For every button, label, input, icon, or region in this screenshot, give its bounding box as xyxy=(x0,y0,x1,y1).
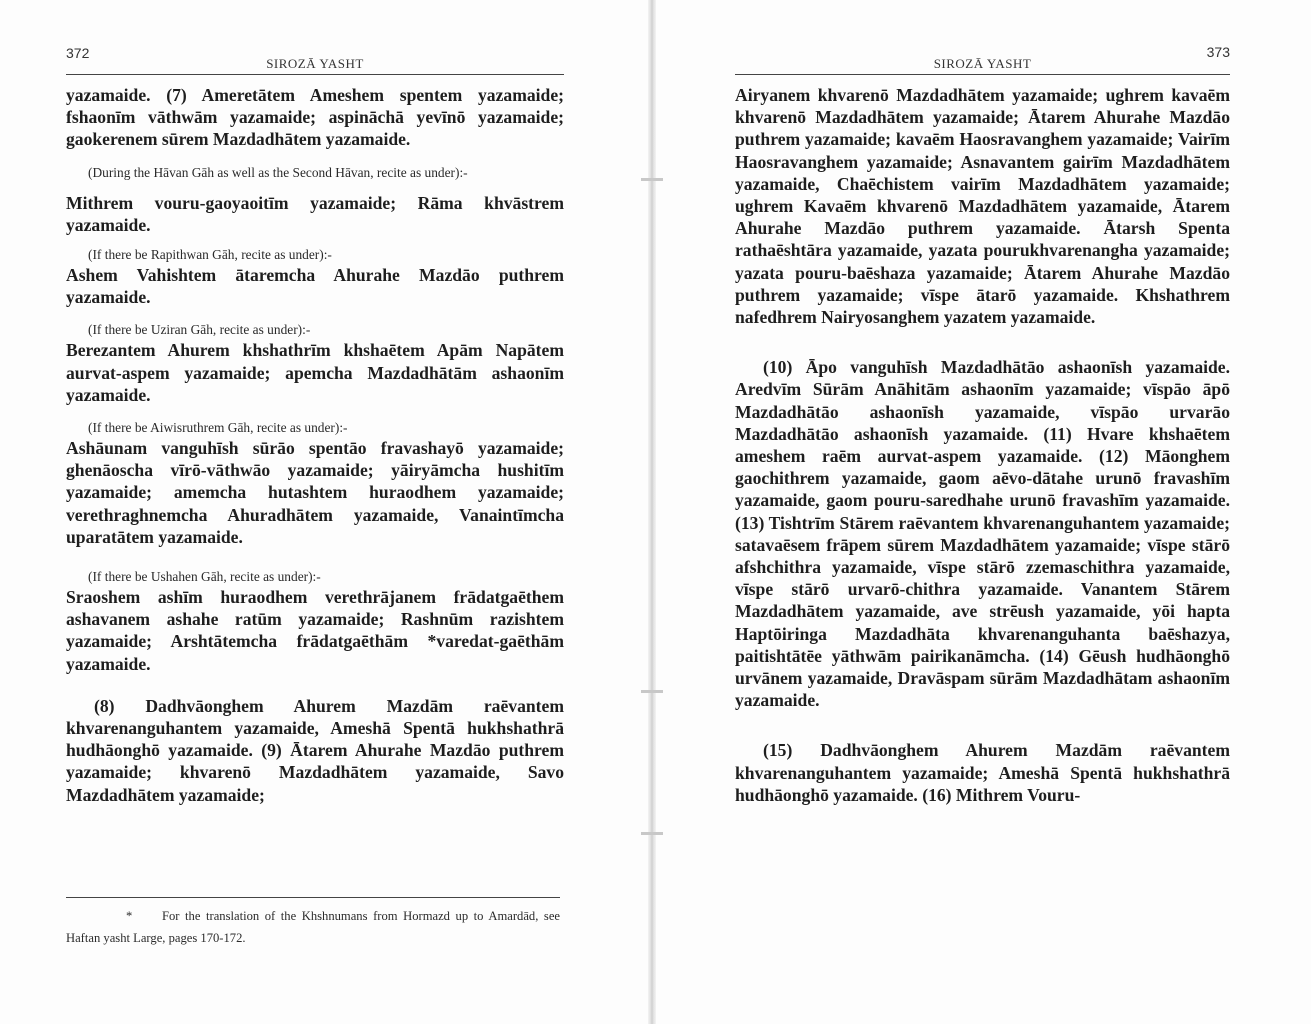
recitation-instruction: (If there be Uziran Gāh, recite as under):- xyxy=(88,322,311,338)
paragraph: Ashāunam vanguhīsh sūrāo spentāo fravashayō yazamaide; ghenāoscha vīrō-vāthwāo yazamaide; yāiryāmcha hushitīm yazamaide; amemcha hutashtem huraodhem yazamaide; verethraghnemcha Ahuradhātem yazamaide, Vanaintīmcha uparatātem yazamaide. xyxy=(66,438,564,547)
page-body xyxy=(735,84,1230,806)
paragraph: Berezantem Ahurem khshathrīm khshaētem Apām Napātem aurvat-aspem yazamaide; apemcha Mazdadhātām ashaonīm yazamaide. xyxy=(66,340,564,405)
header-rule xyxy=(735,74,1230,75)
paragraph: Mithrem vouru-gaoyaoitīm yazamaide; Rāma khvāstrem yazamaide. xyxy=(66,192,564,235)
recitation-instruction: (If there be Rapithwan Gāh, recite as under):- xyxy=(88,247,332,263)
footnote-mark: * xyxy=(126,909,133,923)
left-page xyxy=(66,0,564,1024)
paragraph: (10) Āpo vanguhīsh Mazdadhātāo ashaonīsh yazamaide. Aredvīm Sūrām Anāhitām ashaonīm yazamaide; vīspāo āpō Mazdadhātāo ashaonīsh yazamaide, vīspāo urvarāo Mazdadhātāo ashaonīsh yazamaide. (11) Hvare khshaētem ameshem raēm aurvat-aspem yazamaide. (12) Māonghem gaochithrem yazamaide, gaom aēvo-dātahe urunō fravashīm yazamaide, gaom pouru-saredhahe urunō fravashīm yazamaide. (13) Tishtrīm Stārem raēvantem khvarenanguhantem yazamaide; satavaēsem frāpem sūrem Mazdadhātem yazamaide; vīspe stārō afshchithra yazamaide, vīspe stārō zzemaschithra yazamaide, vīspe stārō urvarō-chithra yazamaide. Vanantem Stārem Mazdadhātem yazamaide, ave strēush yazamaide, yōi hapta Haptōiringa Mazdadhāta khvarenanguhanta baēshazya, paitishtātēe yāthwām pairikanāmcha. (14) Gēush hudhāonghō urvānem yazamaide, Dravāspam sūrām Mazdadhātam ashaonīm yazamaide. xyxy=(735,357,1230,711)
paragraph: (15) Dadhvāonghem Ahurem Mazdām raēvantem khvarenanguhantem yazamaide; Ameshā Spentā hukhshathrā hudhāonghō yazamaide. (16) Mithrem Vouru- xyxy=(735,740,1230,805)
paragraph: yazamaide. (7) Ameretātem Ameshem spentem yazamaide; fshaonīm vāthwām yazamaide; aspināchā yevīnō yazamaide; gaokerenem sūrem Mazdadhātem yazamaide. xyxy=(66,85,564,150)
recitation-instruction: (If there be Ushahen Gāh, recite as under):- xyxy=(88,569,321,585)
paragraph: Sraoshem ashīm huraodhem verethrājanem frādatgaēthem ashavanem ashahe ratūm yazamaide; Rashnūm razishtem yazamaide; Arshtātemcha frādatgaēthām *varedat-gaēthām yazamaide. xyxy=(66,587,564,674)
footnote-rule xyxy=(66,897,560,898)
page-body xyxy=(66,84,564,806)
paragraph: Airyanem khvarenō Mazdadhātem yazamaide; ughrem kavaēm khvarenō Mazdadhātem yazamaide; Ātarem Ahurahe Mazdāo puthrem yazamaide; kavaēm Haosravanghem yazamaide; Vairīm Haosravanghem yazamaide; Asnavantem gairīm Mazdadhātem yazamaide, Chaēchistem vairīm Mazdadhātem yazamaide; ughrem Kavaēm khvarenō Mazdadhātem yazamaide, Ātarem Ahurahe Mazdāo puthrem yazamaide. Ātarsh Spenta rathaēshtāra yazamaide, yazata pourukhvarenangha yazamaide; yazata pouru-baēshaza yazamaide; Ātarem Ahurahe Mazdāo puthrem yazamaide; vīspe ātarō yazamaide. Khshathrem nafedhrem Nairyosanghem yazatem yazamaide. xyxy=(735,85,1230,328)
gutter-mark xyxy=(641,178,663,181)
recitation-instruction: (During the Hāvan Gāh as well as the Second Hāvan, recite as under):- xyxy=(88,164,468,180)
running-head: SIROZĀ YASHT xyxy=(933,56,1032,71)
footnote xyxy=(66,905,560,949)
running-head: SIROZĀ YASHT xyxy=(266,56,364,71)
page-number: 372 xyxy=(66,45,90,61)
book-gutter xyxy=(648,0,656,1024)
paragraph: (8) Dadhvāonghem Ahurem Mazdām raēvantem khvarenanguhantem yazamaide, Ameshā Spentā hukhshathrā hudhāonghō yazamaide. (9) Ātarem Ahurahe Mazdāo puthrem yazamaide; khvarenō Mazdadhātem yazamaide, Savo Mazdadhātem yazamaide; xyxy=(66,695,564,805)
recitation-instruction: (If there be Aiwisruthrem Gāh, recite as under):- xyxy=(88,420,348,436)
gutter-mark xyxy=(641,690,663,693)
right-page xyxy=(735,0,1230,1024)
page-number: 373 xyxy=(1206,44,1230,60)
footnote-text: For the translation of the Khshnumans from Hormazd up to Amardād, see Haftan yasht Large, pages 170-172. xyxy=(66,909,560,945)
header-rule xyxy=(66,74,564,75)
gutter-mark xyxy=(641,832,663,835)
paragraph: Ashem Vahishtem ātaremcha Ahurahe Mazdāo puthrem yazamaide. xyxy=(66,265,564,308)
